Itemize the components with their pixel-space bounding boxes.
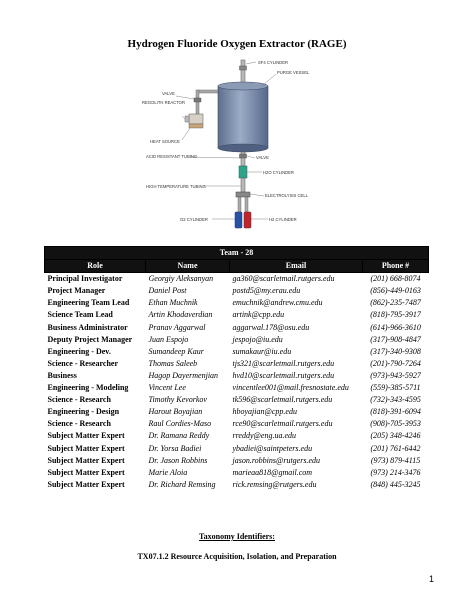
role-cell: Subject Matter Expert (47, 479, 125, 489)
label-high-temperature-tubing: HIGH TEMPERATURE TUBING (146, 184, 206, 189)
role-cell: Subject Matter Expert (47, 443, 125, 453)
email-cell: rce90@scarletmail.rutgers.edu (232, 419, 333, 429)
phone-cell: (973)-943-5927 (370, 370, 421, 380)
phone-cell: (614)-966-3610 (370, 322, 421, 332)
label-h2o-cylinder: H2O CYLINDER (263, 170, 294, 175)
role-cell: Project Manager (47, 286, 106, 296)
table-row (45, 406, 429, 418)
table-row (45, 297, 429, 309)
table-row (45, 455, 429, 467)
name-cell: Juan Espojo (148, 334, 189, 344)
label-o2-cylinder: O2 CYLINDER (180, 217, 208, 222)
high-temperature-tubing (204, 178, 245, 192)
role-cell: Science - Research (47, 419, 111, 429)
header-name: Name (146, 260, 230, 273)
phone-cell: (848) 445-3245 (370, 479, 421, 489)
h2-cylinder (244, 212, 268, 228)
header-email: Email (230, 260, 363, 273)
table-row (45, 443, 429, 455)
name-cell: Artin Khodaverdian (148, 310, 213, 320)
email-cell: rreddy@eng.ua.edu (232, 431, 296, 441)
email-cell: tjs321@scarletmail.rutgers.edu (232, 358, 335, 368)
name-cell: Marie Aloia (148, 467, 188, 477)
label-purge-vessel: PURGE VESSEL (277, 70, 310, 75)
mid-valve (240, 154, 256, 158)
role-cell: Business Administrator (47, 322, 128, 332)
email-cell: tk596@scarletmail.rutgers.edu (232, 395, 333, 405)
email-cell: aggarwal.178@osu.edu (232, 322, 310, 332)
email-cell: emuchnik@andrew.cmu.edu (232, 298, 323, 308)
email-cell: hvd10@scarletmail.rutgers.edu (232, 370, 335, 380)
document-title: Hydrogen Fluoride Oxygen Extractor (RAGE) (127, 38, 347, 50)
label-regolith-reactor: REGOLITH REACTOR (142, 100, 185, 105)
taxonomy-heading: Taxonomy Identifiers: (199, 532, 275, 541)
phone-cell: (201)-790-7264 (370, 358, 421, 368)
phone-cell: (856)-449-0163 (370, 286, 421, 296)
phone-cell: (201) 668-8074 (370, 274, 421, 284)
acid-resistant-tubing (190, 152, 245, 166)
table-row (45, 285, 429, 297)
name-cell: Pranav Aggarwal (148, 322, 206, 332)
header-role: Role (45, 260, 146, 273)
role-cell: Principal Investigator (47, 274, 123, 284)
table-row (45, 346, 429, 358)
team-band-row (45, 247, 429, 260)
table-row (45, 322, 429, 334)
email-cell: postd5@my.erau.edu (232, 286, 301, 296)
phone-cell: (559)-385-5711 (370, 383, 421, 393)
email-cell: sumakaur@iu.edu (232, 346, 292, 356)
phone-cell: (908)-705-3953 (370, 419, 421, 429)
role-cell: Business (47, 370, 77, 380)
name-cell: Hagop Dayermenjian (148, 370, 219, 380)
name-cell: Harout Boyajian (148, 407, 203, 417)
label-valve-mid: VALVE (256, 155, 269, 160)
phone-cell: (973) 214-3476 (370, 467, 421, 477)
team-table-body (45, 273, 429, 491)
role-cell: Engineering - Dev. (47, 346, 111, 356)
taxonomy-identifier: TX07.1.2 Resource Acquisition, Isolation, and Preparation (137, 552, 337, 561)
role-cell: Science Team Lead (47, 310, 113, 320)
email-cell: vincentlee001@mail.fresnostate.edu (232, 383, 349, 393)
email-cell: jason.robbins@rutgers.edu (232, 455, 321, 465)
name-cell: Dr. Richard Remsing (148, 479, 216, 489)
page-number: 1 (429, 574, 435, 584)
email-cell: hboyajian@cpp.edu (232, 407, 297, 417)
name-cell: Sumandeep Kaur (148, 346, 204, 356)
name-cell: Dr. Yorsa Badiei (148, 443, 202, 453)
role-cell: Engineering - Design (47, 407, 120, 417)
table-row (45, 382, 429, 394)
table-row (45, 358, 429, 370)
table-row (45, 394, 429, 406)
name-cell: Thomas Saleeb (148, 358, 198, 368)
email-cell: ybadiei@saintpeters.edu (232, 443, 313, 453)
label-sf4-cylinder: SF4 CYLINDER (258, 60, 289, 65)
h2o-cylinder (239, 166, 262, 178)
phone-cell: (973) 879-4115 (370, 455, 421, 465)
phone-cell: (732)-343-4595 (370, 395, 421, 405)
table-row (45, 334, 429, 346)
header-phone: Phone # (363, 260, 429, 273)
table-row (45, 479, 429, 491)
role-cell: Subject Matter Expert (47, 431, 125, 441)
phone-cell: (317)-908-4847 (370, 334, 421, 344)
email-cell: ga360@scarletmail.rutgers.edu (232, 274, 335, 284)
rage-system-diagram (0, 0, 474, 240)
label-acid-resistant-tubing: ACID RESISTANT TUBING (146, 154, 198, 159)
team-table (44, 246, 429, 491)
phone-cell: (862)-235-7487 (370, 298, 421, 308)
name-cell: Timothy Kevorkov (148, 395, 207, 405)
phone-cell: (818)-795-3917 (370, 310, 421, 320)
role-cell: Engineering Team Lead (47, 298, 130, 308)
email-cell: artink@cpp.edu (232, 310, 285, 320)
phone-cell: (317)-340-9308 (370, 346, 421, 356)
team-band: Team - 28 (45, 247, 429, 260)
table-row (45, 370, 429, 382)
role-cell: Science - Researcher (47, 358, 118, 368)
name-cell: Daniel Post (148, 286, 187, 296)
email-cell: rick.remsing@rutgers.edu (232, 479, 317, 489)
name-cell: Raul Cordies-Maso (148, 419, 212, 429)
label-electrolysis-cell: ELECTROLYSIS CELL (265, 193, 308, 198)
table-header-row (45, 260, 429, 273)
table-row (45, 273, 429, 286)
label-valve-top: VALVE (162, 91, 175, 96)
label-heat-source: HEAT SOURCE (150, 139, 180, 144)
purge-vessel (218, 74, 276, 152)
label-h2-cylinder: H2 CYLINDER (269, 217, 297, 222)
email-cell: marieaa818@gmail.com (232, 467, 313, 477)
phone-cell: (818)-391-6094 (370, 407, 421, 417)
name-cell: Dr. Jason Robbins (148, 455, 208, 465)
name-cell: Dr. Ramana Reddy (148, 431, 210, 441)
electrolysis-cell (236, 192, 264, 213)
o2-cylinder (212, 212, 242, 228)
name-cell: Georgiy Aleksanyan (148, 274, 214, 284)
table-row (45, 430, 429, 442)
table-row (45, 309, 429, 321)
role-cell: Engineering - Modeling (47, 383, 129, 393)
name-cell: Ethan Muchnik (148, 298, 198, 308)
role-cell: Science - Research (47, 395, 111, 405)
table-row (45, 467, 429, 479)
phone-cell: (205) 348-4246 (370, 431, 421, 441)
role-cell: Subject Matter Expert (47, 455, 125, 465)
table-row (45, 418, 429, 430)
email-cell: jespojo@iu.edu (232, 334, 283, 344)
name-cell: Vincent Lee (148, 383, 186, 393)
role-cell: Subject Matter Expert (47, 467, 125, 477)
regolith-reactor (182, 114, 203, 140)
role-cell: Deputy Project Manager (47, 334, 133, 344)
phone-cell: (201) 761-6442 (370, 443, 421, 453)
